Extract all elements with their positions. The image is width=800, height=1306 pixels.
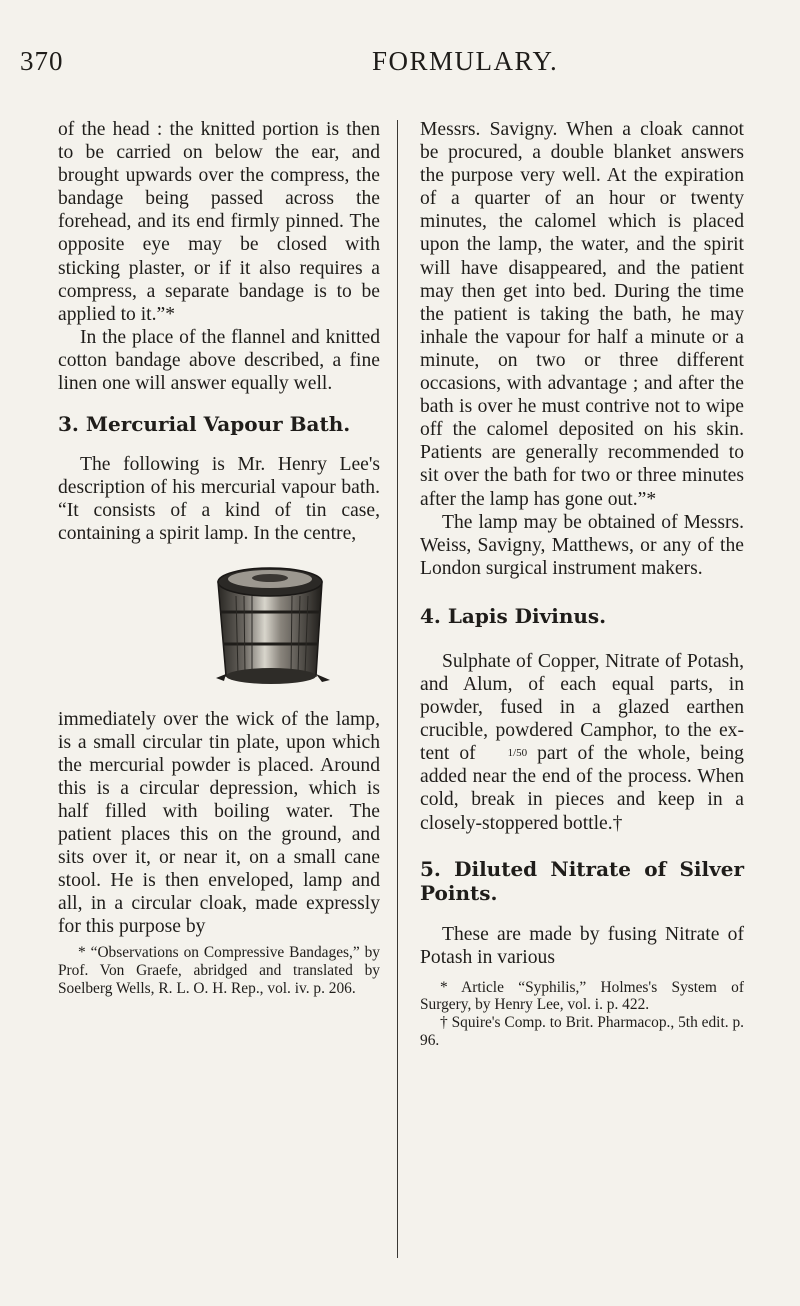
right-column bbox=[420, 118, 744, 1049]
left-column bbox=[58, 118, 380, 997]
section-heading-3: 3. Mercurial Vapour Bath. bbox=[58, 412, 351, 437]
page-number: 370 bbox=[20, 46, 64, 76]
running-head: FORMULARY. bbox=[372, 46, 559, 76]
left-footnote: * “Observations on Compressive Bandages,” by Prof. Von Graefe, abridged and translated by Soelberg Wells, R. L. O. H. Rep., vol. iv. p. 206. bbox=[58, 944, 380, 997]
right-paragraph-3b: part of the whole, being added near the end of the process. When cold, break in pieces and keep in a closely-stoppered bottle.† bbox=[420, 743, 744, 834]
right-paragraph-3a: Sulphate of Copper, Nitrate of Potash, and Alum, of each equal parts, in powder, fused in a glazed earthen crucible, powdered Camphor, to the extent of bbox=[420, 650, 744, 765]
column-divider bbox=[397, 120, 398, 1258]
left-paragraph-2: In the place of the flannel and knitted cotton bandage above described, a fine linen one will answer equally well. bbox=[58, 326, 380, 395]
left-paragraph-1: of the head : the knitted portion is then to be carried on below the ear, and brought upwards over the compress, the bandage being passed across the forehead, and its end firmly pinned. The opposite eye may be closed with sticking plaster, or if it also requires a compress, a separate bandage is to be applied to it.”* bbox=[58, 119, 380, 325]
right-paragraph-4: These are made by fusing Nitrate of Potash in various bbox=[420, 923, 744, 968]
section-heading-5: 5. Diluted Nitrate of Silver Points. bbox=[420, 856, 744, 905]
page-header bbox=[0, 46, 800, 86]
left-paragraph-3: The following is Mr. Henry Lee's description of his mercurial vapour bath. “It consists of a kind of tin case, containing a spirit lamp. In the centre, bbox=[58, 454, 380, 545]
right-footnote-2: † Squire's Comp. to Brit. Pharmacop., 5th edit. p. 96. bbox=[420, 1014, 744, 1049]
left-paragraph-4: immediately over the wick of the lamp, is a small circular tin plate, upon which the mercurial powder is placed. Around this is a circular depression, which is half filled with boiling water. The patient places this on the ground, and sits over it, or near it, on a small cane stool. He is then enveloped, lamp and all, in a circular cloak, made expressly for this purpose by bbox=[58, 708, 380, 938]
right-footnote-1: * Article “Syphilis,” Holmes's System of Surgery, by Henry Lee, vol. i. p. 422. bbox=[420, 978, 744, 1014]
vapour-bath-engraving bbox=[206, 552, 336, 692]
right-paragraph-3 bbox=[420, 650, 744, 835]
right-paragraph-1: Messrs. Savigny. When a cloak cannot be procured, a double blanket answers the purpose very well. At the expiration of a quarter of an hour or twenty minutes, the calomel which is placed upon the lamp, the water, and the spirit will have disappeared, and the patient may then get into bed. During the time the patient is taking the bath, he may inhale the vapour for half a minute or a minute, on two or three different occasions, with advantage ; and after the bath is over he must contrive not to wipe off the calomel deposited on his skin. Patients are generally recommended to sit over the bath for two or three minutes after the lamp has gone out.”* bbox=[420, 119, 744, 510]
vapour-bath-illustration bbox=[58, 552, 380, 692]
fraction-one-fiftieth: 1/50 bbox=[507, 747, 528, 760]
right-paragraph-2: The lamp may be obtained of Messrs. Weiss, Savigny, Matthews, or any of the London surgical instrument makers. bbox=[420, 511, 744, 579]
section-heading-4: 4. Lapis Divinus. bbox=[420, 603, 607, 628]
